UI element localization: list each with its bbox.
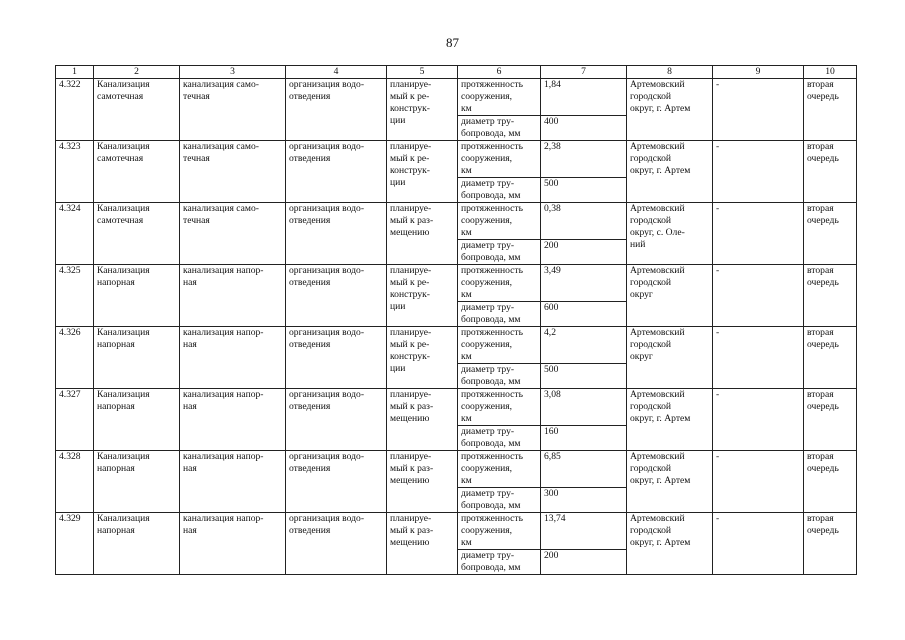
param-diameter-label: диаметр тру- бопровода, мм (458, 178, 541, 203)
object-name: Канализация напорная (94, 327, 180, 389)
object-location: Артемовский городской округ, г. Артем (627, 389, 713, 451)
object-status: планируе- мый к раз- мещению (387, 203, 458, 265)
object-purpose: организация водо- отведения (286, 203, 387, 265)
object-type: канализация напор- ная (180, 451, 286, 513)
implementation-stage: вторая очередь (804, 327, 857, 389)
row-number: 4.323 (56, 141, 94, 203)
param-diameter-label: диаметр тру- бопровода, мм (458, 240, 541, 265)
object-name: Канализация напорная (94, 265, 180, 327)
object-status: планируе- мый к ре- конструк- ции (387, 79, 458, 141)
param-length-value: 1,84 (541, 79, 627, 116)
param-diameter-label: диаметр тру- бопровода, мм (458, 364, 541, 389)
table-row (56, 451, 857, 488)
object-purpose: организация водо- отведения (286, 265, 387, 327)
object-purpose: организация водо- отведения (286, 451, 387, 513)
param-length-label: протяженность сооружения, км (458, 451, 541, 488)
row-number: 4.328 (56, 451, 94, 513)
implementation-stage: вторая очередь (804, 79, 857, 141)
param-diameter-label: диаметр тру- бопровода, мм (458, 550, 541, 575)
col-header: 8 (627, 66, 713, 79)
zone-value: - (713, 141, 804, 203)
objects-table (55, 65, 857, 575)
object-status: планируе- мый к раз- мещению (387, 513, 458, 575)
implementation-stage: вторая очередь (804, 513, 857, 575)
col-header: 7 (541, 66, 627, 79)
param-diameter-value: 300 (541, 488, 627, 513)
object-status: планируе- мый к ре- конструк- ции (387, 327, 458, 389)
table-row (56, 265, 857, 302)
zone-value: - (713, 203, 804, 265)
object-type: канализация само- течная (180, 203, 286, 265)
header-row (56, 66, 857, 79)
object-purpose: организация водо- отведения (286, 141, 387, 203)
zone-value: - (713, 513, 804, 575)
param-diameter-label: диаметр тру- бопровода, мм (458, 116, 541, 141)
param-length-label: протяженность сооружения, км (458, 79, 541, 116)
param-length-value: 3,49 (541, 265, 627, 302)
object-status: планируе- мый к раз- мещению (387, 451, 458, 513)
param-diameter-value: 200 (541, 240, 627, 265)
object-status: планируе- мый к раз- мещению (387, 389, 458, 451)
object-name: Канализация самотечная (94, 203, 180, 265)
zone-value: - (713, 389, 804, 451)
object-name: Канализация самотечная (94, 79, 180, 141)
row-number: 4.329 (56, 513, 94, 575)
implementation-stage: вторая очередь (804, 203, 857, 265)
param-length-label: протяженность сооружения, км (458, 265, 541, 302)
object-status: планируе- мый к ре- конструк- ции (387, 265, 458, 327)
implementation-stage: вторая очередь (804, 141, 857, 203)
table-row (56, 389, 857, 426)
param-diameter-value: 160 (541, 426, 627, 451)
object-location: Артемовский городской округ, с. Оле- ний (627, 203, 713, 265)
param-length-label: протяженность сооружения, км (458, 141, 541, 178)
row-number: 4.324 (56, 203, 94, 265)
param-length-label: протяженность сооружения, км (458, 513, 541, 550)
param-diameter-value: 500 (541, 178, 627, 203)
object-location: Артемовский городской округ, г. Артем (627, 451, 713, 513)
col-header: 6 (458, 66, 541, 79)
object-purpose: организация водо- отведения (286, 389, 387, 451)
col-header: 5 (387, 66, 458, 79)
table-row (56, 513, 857, 550)
object-type: канализация само- течная (180, 141, 286, 203)
row-number: 4.325 (56, 265, 94, 327)
object-type: канализация напор- ная (180, 265, 286, 327)
param-length-value: 0,38 (541, 203, 627, 240)
object-name: Канализация самотечная (94, 141, 180, 203)
param-length-label: протяженность сооружения, км (458, 389, 541, 426)
param-diameter-value: 600 (541, 302, 627, 327)
col-header: 10 (804, 66, 857, 79)
object-purpose: организация водо- отведения (286, 79, 387, 141)
object-purpose: организация водо- отведения (286, 327, 387, 389)
object-location: Артемовский городской округ, г. Артем (627, 79, 713, 141)
row-number: 4.326 (56, 327, 94, 389)
param-diameter-label: диаметр тру- бопровода, мм (458, 426, 541, 451)
object-type: канализация само- течная (180, 79, 286, 141)
object-type: канализация напор- ная (180, 389, 286, 451)
zone-value: - (713, 265, 804, 327)
object-type: канализация напор- ная (180, 513, 286, 575)
param-length-value: 13,74 (541, 513, 627, 550)
col-header: 1 (56, 66, 94, 79)
param-length-value: 6,85 (541, 451, 627, 488)
row-number: 4.322 (56, 79, 94, 141)
col-header: 2 (94, 66, 180, 79)
param-diameter-value: 400 (541, 116, 627, 141)
param-diameter-label: диаметр тру- бопровода, мм (458, 302, 541, 327)
table-row (56, 141, 857, 178)
object-location: Артемовский городской округ, г. Артем (627, 513, 713, 575)
object-purpose: организация водо- отведения (286, 513, 387, 575)
param-length-label: протяженность сооружения, км (458, 203, 541, 240)
object-location: Артемовский городской округ, г. Артем (627, 141, 713, 203)
object-type: канализация напор- ная (180, 327, 286, 389)
col-header: 9 (713, 66, 804, 79)
zone-value: - (713, 79, 804, 141)
object-status: планируе- мый к ре- конструк- ции (387, 141, 458, 203)
object-name: Канализация напорная (94, 389, 180, 451)
table-row (56, 203, 857, 240)
object-location: Артемовский городской округ (627, 327, 713, 389)
param-diameter-value: 500 (541, 364, 627, 389)
implementation-stage: вторая очередь (804, 451, 857, 513)
object-name: Канализация напорная (94, 513, 180, 575)
row-number: 4.327 (56, 389, 94, 451)
table-row (56, 327, 857, 364)
param-diameter-value: 200 (541, 550, 627, 575)
object-name: Канализация напорная (94, 451, 180, 513)
object-location: Артемовский городской округ (627, 265, 713, 327)
page-number: 87 (446, 35, 459, 50)
col-header: 4 (286, 66, 387, 79)
table-row (56, 79, 857, 116)
param-length-value: 3,08 (541, 389, 627, 426)
zone-value: - (713, 451, 804, 513)
implementation-stage: вторая очередь (804, 389, 857, 451)
param-length-label: протяженность сооружения, км (458, 327, 541, 364)
param-length-value: 4,2 (541, 327, 627, 364)
param-diameter-label: диаметр тру- бопровода, мм (458, 488, 541, 513)
param-length-value: 2,38 (541, 141, 627, 178)
col-header: 3 (180, 66, 286, 79)
zone-value: - (713, 327, 804, 389)
implementation-stage: вторая очередь (804, 265, 857, 327)
